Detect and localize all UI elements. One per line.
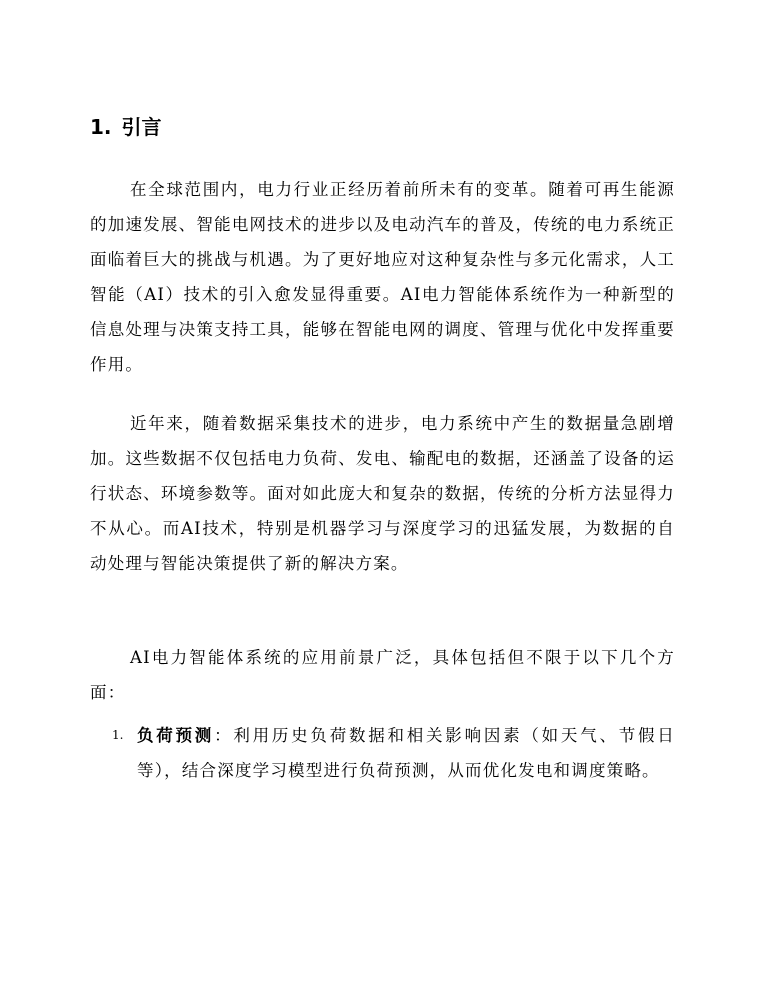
list-marker: 1. [112,728,124,742]
paragraph: AI电力智能体系统的应用前景广泛，具体包括但不限于以下几个方面： [90,648,675,702]
paragraph: 近年来，随着数据采集技术的进步，电力系统中产生的数据量急剧增加。这些数据不仅包括电力负荷、发电、输配电的数据，还涵盖了设备的运行状态、环境参数等。面对如此庞大和复杂的数据，传统的分析方法显得力不从心。而AI技术，特别是机器学习与深度学习的迅猛发展，为数据的自动处理与智能决策提供了新的解决方案。 [90,414,675,573]
section-number: 1. [90,115,112,139]
list-item-text: ：利用历史负荷数据和相关影响因素（如天气、节假日等），结合深度学习模型进行负荷预测，从而优化发电和调度策略。 [137,726,675,780]
list-item [90,718,675,788]
list-item-term: 负荷预测 [137,726,215,745]
paragraph: 在全球范围内，电力行业正经历着前所未有的变革。随着可再生能源的加速发展、智能电网技术的进步以及电动汽车的普及，传统的电力系统正面临着巨大的挑战与机遇。为了更好地应对这种复杂性与多元化需求，人工智能（AI）技术的引入愈发显得重要。AI电力智能体系统作为一种新型的信息处理与决策支持工具，能够在智能电网的调度、管理与优化中发挥重要作用。 [90,180,675,374]
numbered-list [90,718,675,788]
section-title: 引言 [121,115,162,139]
section-heading [90,112,162,142]
